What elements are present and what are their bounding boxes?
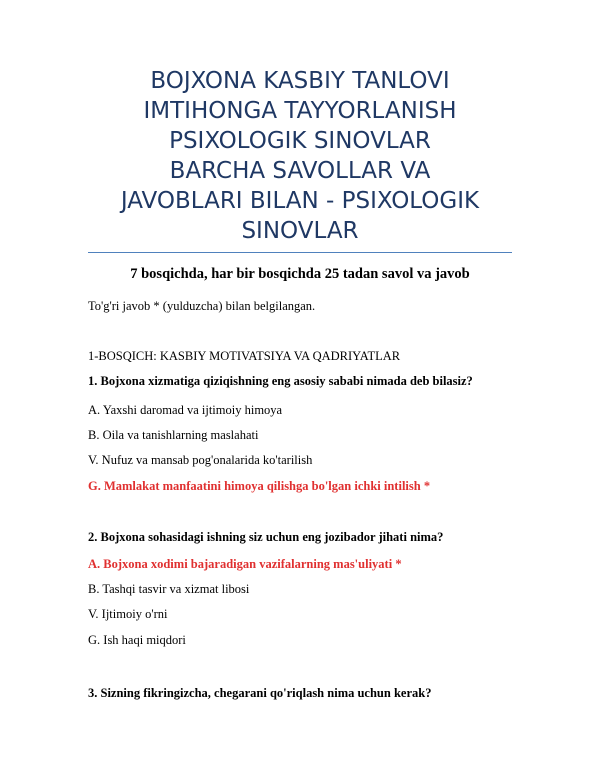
answer-option: B. Oila va tanishlarning maslahati [88, 428, 259, 442]
answer-option-correct: G. Mamlakat manfaatini himoya qilishga bo'lgan ichki intilish * [88, 479, 431, 493]
question-text: 2. Bojxona sohasidagi ishning siz uchun eng jozibador jihati nima? [88, 530, 444, 544]
title-line: BARCHA SAVOLLAR VA [169, 158, 431, 184]
document-title [88, 66, 512, 246]
answer-option-correct: A. Bojxona xodimi bajaradigan vazifalarning mas'uliyati * [88, 557, 402, 571]
title-line: PSIXOLOGIK SINOVLAR [169, 128, 431, 154]
section-heading: 1-BOSQICH: KASBIY MOTIVATSIYA VA QADRIYATLAR [88, 349, 401, 363]
answer-option: V. Nufuz va mansab pog'onalarida ko'tarilish [88, 453, 313, 467]
document-subtitle: 7 bosqichda, har bir bosqichda 25 tadan savol va javob [130, 266, 470, 282]
answer-option: A. Yaxshi daromad va ijtimoiy himoya [88, 403, 283, 417]
title-line: SINOVLAR [241, 218, 359, 244]
answer-option: V. Ijtimoiy o'rni [88, 607, 168, 621]
correct-answer-note: To'g'ri javob * (yulduzcha) bilan belgilangan. [88, 299, 316, 313]
answer-option: B. Tashqi tasvir va xizmat libosi [88, 582, 250, 596]
answer-option: G. Ish haqi miqdori [88, 633, 186, 647]
question-text: 1. Bojxona xizmatiga qiziqishning eng asosiy sababi nimada deb bilasiz? [88, 374, 473, 388]
title-divider [88, 252, 512, 253]
title-line: IMTIHONGA TAYYORLANISH [143, 98, 457, 124]
title-line: BOJXONA KASBIY TANLOVI [150, 68, 450, 94]
question-text: 3. Sizning fikringizcha, chegarani qo'riqlash nima uchun kerak? [88, 686, 432, 700]
title-line: JAVOBLARI BILAN - PSIXOLOGIK [120, 188, 480, 214]
